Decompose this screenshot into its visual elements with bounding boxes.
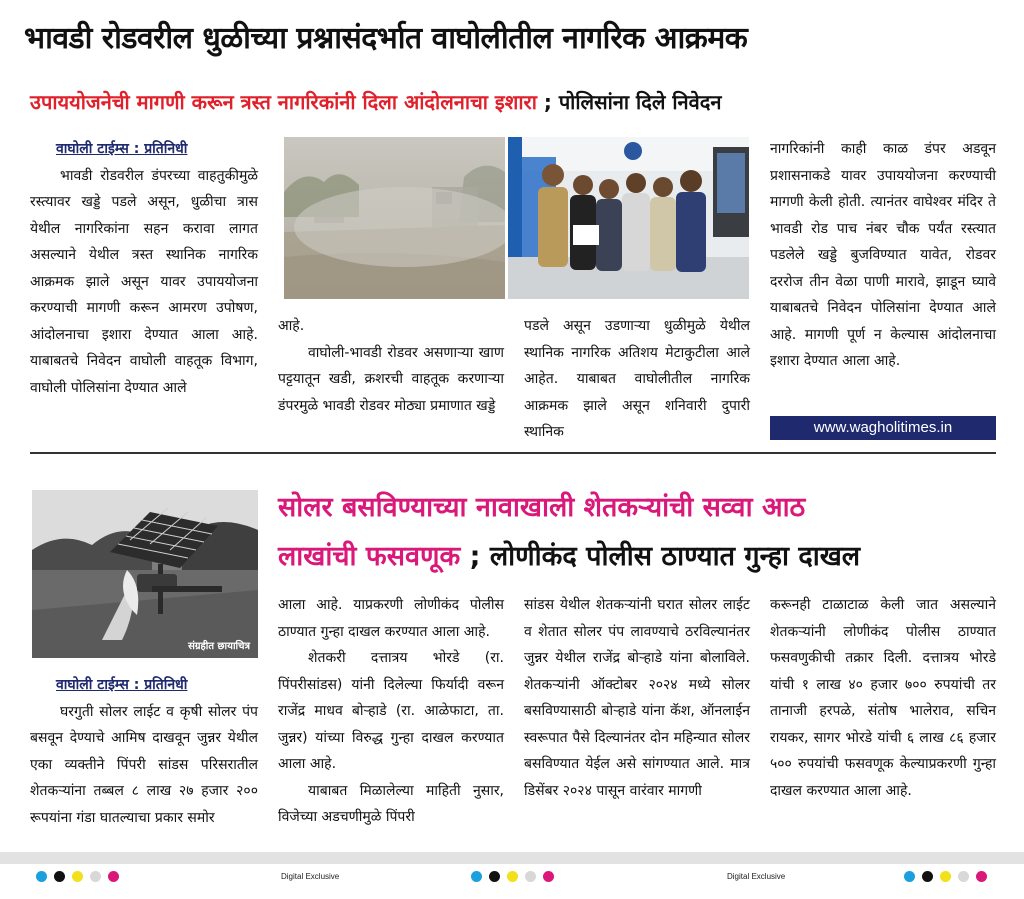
- story1-byline: वाघोली टाईम्स : प्रतिनिधी: [56, 141, 188, 157]
- story2-headline-pink: लाखांची फसवणूक: [278, 541, 461, 572]
- registration-dot: [940, 871, 951, 882]
- registration-dot: [507, 871, 518, 882]
- registration-dot: [471, 871, 482, 882]
- dusty-road-photo: [284, 137, 505, 299]
- story2-col4-text: करूनही टाळाटाळ केली जात असल्याने शेतकऱ्यांनी लोणीकंद पोलीस ठाण्यात फसवणुकीची तक्रार दिली. दत्तात्रय भोरडे यांची १ लाख ४० हजार ७०० रुपयांची तर तानाजी हरपळे, संतोष भालेराव, सचिन रायकर, सागर भोरडे यांची ६ लाख ८६ हजार ५०० रुपयांची फसवणूक केल्याप्रकरणी गुन्हा दाखल करण्यात आला आहे.: [770, 597, 996, 799]
- story2-column-3: [524, 592, 750, 804]
- footer-label-center: Digital Exclusive: [281, 872, 340, 881]
- story-divider: [30, 452, 996, 454]
- story1-column-3: [524, 313, 750, 446]
- story2-headline-line1: सोलर बसविण्याच्या नावाखाली शेतकऱ्यांची सव्वा आठ: [278, 492, 806, 523]
- registration-dot: [108, 871, 119, 882]
- story1-subhead-red: उपाययोजनेची मागणी करून त्रस्त नागरिकांनी दिला आंदोलनाचा इशारा: [30, 90, 537, 114]
- story1-col2-line-a: आहे.: [278, 318, 305, 334]
- story1-column-1: [30, 136, 258, 401]
- story1-column-4: [770, 136, 996, 375]
- registration-dot: [54, 871, 65, 882]
- registration-dot: [525, 871, 536, 882]
- story2-col2-p1: आला आहे. याप्रकरणी लोणीकंद पोलीस ठाण्यात गुन्हा दाखल करण्यात आला आहे.: [278, 597, 504, 640]
- story2-headline-black: ; लोणीकंद पोलीस ठाण्यात गुन्हा दाखल: [460, 541, 861, 572]
- registration-dot: [976, 871, 987, 882]
- story2-column-2: [278, 592, 504, 831]
- story1-subheadline: [30, 88, 1005, 115]
- story2-col2-p2: शेतकरी दत्तात्रय भोरडे (रा. पिंपरीसांडस) यांनी दिलेल्या फिर्यादी वरून राजेंद्र माधव बोऱ्हाडे (रा. आळेफाटा, ता. जुन्नर) यांच्या विरुद्ध गुन्हा दाखल करण्यात आला आहे.: [278, 650, 504, 772]
- registration-dot: [922, 871, 933, 882]
- solar-pump-photo: [32, 490, 258, 658]
- story2-col2-p3: याबाबत मिळालेल्या माहिती नुसार, विजेच्या अडचणीमुळे पिंपरी: [278, 782, 504, 825]
- story2-column-1: [30, 672, 258, 831]
- story1-col3-text: पडले असून उडणाऱ्या धुळीमुळे येथील स्थानिक नागरिक अतिशय मेटाकुटीला आले आहेत. याबाबत वाघोलीतील नागरिक आक्रमक झाले असून शनिवारी दुपारी स्थानिक: [524, 318, 750, 440]
- registration-dot: [72, 871, 83, 882]
- story1-headline: भावडी रोडवरील धुळीच्या प्रश्नासंदर्भात वाघोलीतील नागरिक आक्रमक: [24, 21, 748, 56]
- story1-col2-line-b: वाघोली-भावडी रोडवर असणाऱ्या खाण पट्टयातून खडी, क्रशरची वाहतूक करणाऱ्या डंपरमुळे भावडी रोडवर मोठ्या प्रमाणात खड्डे: [278, 344, 504, 414]
- story2-col1-text: घरगुती सोलर लाईट व कृषी सोलर पंप बसवून देण्याचे आमिष दाखवून जुन्नर येथील एका व्यक्तीने पिंपरी सांडस परिसरातील शेतकऱ्यांना तब्बल ८ लाख २७ हजार २०० रूपयांना गंडा घातल्याचा प्रकार समोर: [30, 703, 258, 826]
- story1-column-2: [278, 313, 504, 419]
- story1-col1-text: भावडी रोडवरील डंपरच्या वाहतुकीमुळे रस्त्यावर खड्डे पडले असून, धुळीचा त्रास येथील नागरिकांना सहन करावा लागत असल्याने येथील त्रस्त स्थानिक नागरिक आक्रमक झाले असून यावर उपाययोजना करण्याची मागणी करून आमरण उपोषण, आंदोलनाचा इशारा देण्यात आला आहे. याबाबतचे निवेदन वाघोली वाहतूक विभाग, वाघोली पोलिसांना देण्यात आले: [30, 167, 258, 396]
- registration-dot: [90, 871, 101, 882]
- story2-column-4: [770, 592, 996, 804]
- registration-dot: [543, 871, 554, 882]
- registration-dot: [904, 871, 915, 882]
- footer-label-right: Digital Exclusive: [727, 872, 786, 881]
- registration-dot: [958, 871, 969, 882]
- registration-dot: [36, 871, 47, 882]
- story1-subhead-black: ; पोलिसांना दिले निवेदन: [536, 90, 722, 114]
- story1-col4-text: नागरिकांनी काही काळ डंपर अडवून प्रशासनाकडे यावर उपाययोजना करण्याची मागणी केली होती. त्यानंतर वाघेश्वर मंदिर ते भावडी रोड पाच नंबर चौक पर्यंत रस्त्यात पडलेले खड्डे बुजविण्यात यावेत, रोडवर दररोज तीन वेळा पाणी मारावे, झाडून घ्यावे याबाबतचे निवेदन पोलिसांना देण्यात आले आहे. मागणी पूर्ण न केल्यास आंदोलनाचा इशारा देण्यात आला आहे.: [770, 141, 996, 369]
- story2-col3-text: सांडस येथील शेतकऱ्यांनी घरात सोलर लाईट व शेतात सोलर पंप लावण्याचे ठरविल्यानंतर जुन्नर येथील राजेंद्र बोऱ्हाडे यांना बोलाविले. शेतकऱ्यांनी ऑक्टोबर २०२४ मध्ये सोलर बसविण्यासाठी बोऱ्हाडे यांना कॅश, ऑनलाईन स्वरूपात पैसे दिल्यानंतर दोन महिन्यात सोलर बसविण्यात येईल असे सांगण्यात आले. मात्र डिसेंबर २०२४ पासून वारंवार मागणी: [524, 597, 750, 799]
- registration-dot: [489, 871, 500, 882]
- story2-byline: वाघोली टाईम्स : प्रतिनिधी: [56, 677, 188, 693]
- story2-headline-line2: [278, 536, 860, 573]
- website-banner: www.wagholitimes.in: [770, 416, 996, 440]
- memorandum-photo: [508, 137, 749, 299]
- photo-caption: संग्रहीत छायाचित्र: [188, 641, 250, 652]
- footer-band: [0, 852, 1024, 864]
